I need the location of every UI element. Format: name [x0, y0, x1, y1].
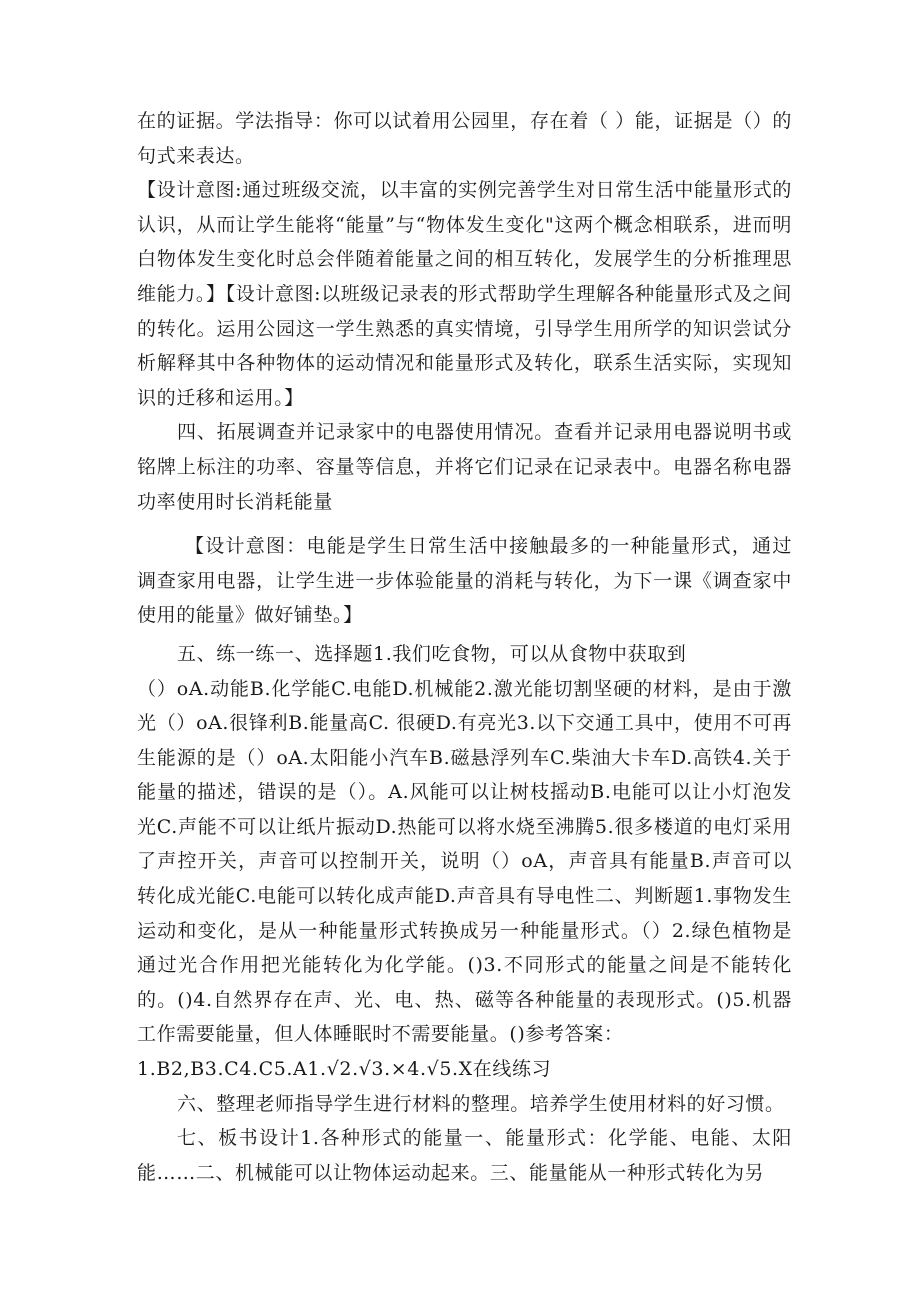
paragraph-section-5-heading: 五、练一练一、选择题1.我们吃食物，可以从食物中获取到: [177, 642, 687, 665]
paragraph-evidence: 在的证据。学法指导：你可以试着用公园里，存在着（ ）能，证据是（）的句式来表达。: [137, 110, 792, 167]
paragraph-section-4: 四、拓展调查并记录家中的电器使用情况。查看并记录用电器说明书或铭牌上标注的功率、容量等信息，并将它们记录在记录表中。电器名称电器功率使用时长消耗能量: [137, 421, 792, 513]
paragraph-section-6: 六、整理老师指导学生进行材料的整理。培养学生使用材料的好习惯。: [177, 1092, 785, 1115]
document-page: [137, 104, 792, 1190]
paragraph-answers: 1.B2,B3.C4.C5.A1.√2.√3.×4.√5.X在线练习: [137, 1058, 552, 1081]
paragraph-exercises: （）oA.动能B.化学能C.电能D.机械能2.激光能切割坚硬的材料，是由于激光（）oA.很锋利B.能量高C. 很硬D.有亮光3.以下交通工具中，使用不可再生能源的是（）oA.太阳能小汽车B.磁悬浮列车C.柴油大卡车D.高铁4.关于能量的描述，错误的是（）。A.风能可以让树枝摇动B.电能可以让小灯泡发光C.声能不可以让纸片振动D.热能可以将水烧至沸腾5.很多楼道的电灯采用了声控开关，声音可以控制开关，说明（）oA，声音具有能量B.声音可以转化成光能C.电能可以转化成声能D.声音具有导电性二、判断题1.事物发生运动和变化，是从一种能量形式转换成另一种能量形式。（）2.绿色植物是通过光合作用把光能转化为化学能。()3.不同形式的能量之间是不能转化的。()4.自然界存在声、光、电、热、磁等各种能量的表现形式。()5.机器工作需要能量，但人体睡眠时不需要能量。()参考答案：: [137, 677, 792, 1046]
paragraph-design-intent-2: 【设计意图：电能是学生日常生活中接触最多的一种能量形式，通过调查家用电器，让学生进一步体验能量的消耗与转化，为下一课《调查家中使用的能量》做好铺垫。】: [137, 535, 792, 627]
paragraph-design-intent-1: 【设计意图:通过班级交流，以丰富的实例完善学生对日常生活中能量形式的认识，从而让学生能将“能量”与“物体发生变化"这两个概念相联系，进而明白物体发生变化时总会伴随着能量之间的相互转化，发展学生的分析推理思维能力。】【设计意图:以班级记录表的形式帮助学生理解各种能量形式及之间的转化。运用公园这一学生熟悉的真实情境，引导学生用所学的知识尝试分析解释其中各种物体的运动情况和能量形式及转化，联系生活实际，实现知识的迁移和运用。】: [137, 179, 792, 409]
paragraph-section-7: 七、板书设计1.各种形式的能量一、能量形式：化学能、电能、太阳能……二、机械能可以让物体运动起来。三、能量能从一种形式转化为另: [137, 1127, 792, 1184]
